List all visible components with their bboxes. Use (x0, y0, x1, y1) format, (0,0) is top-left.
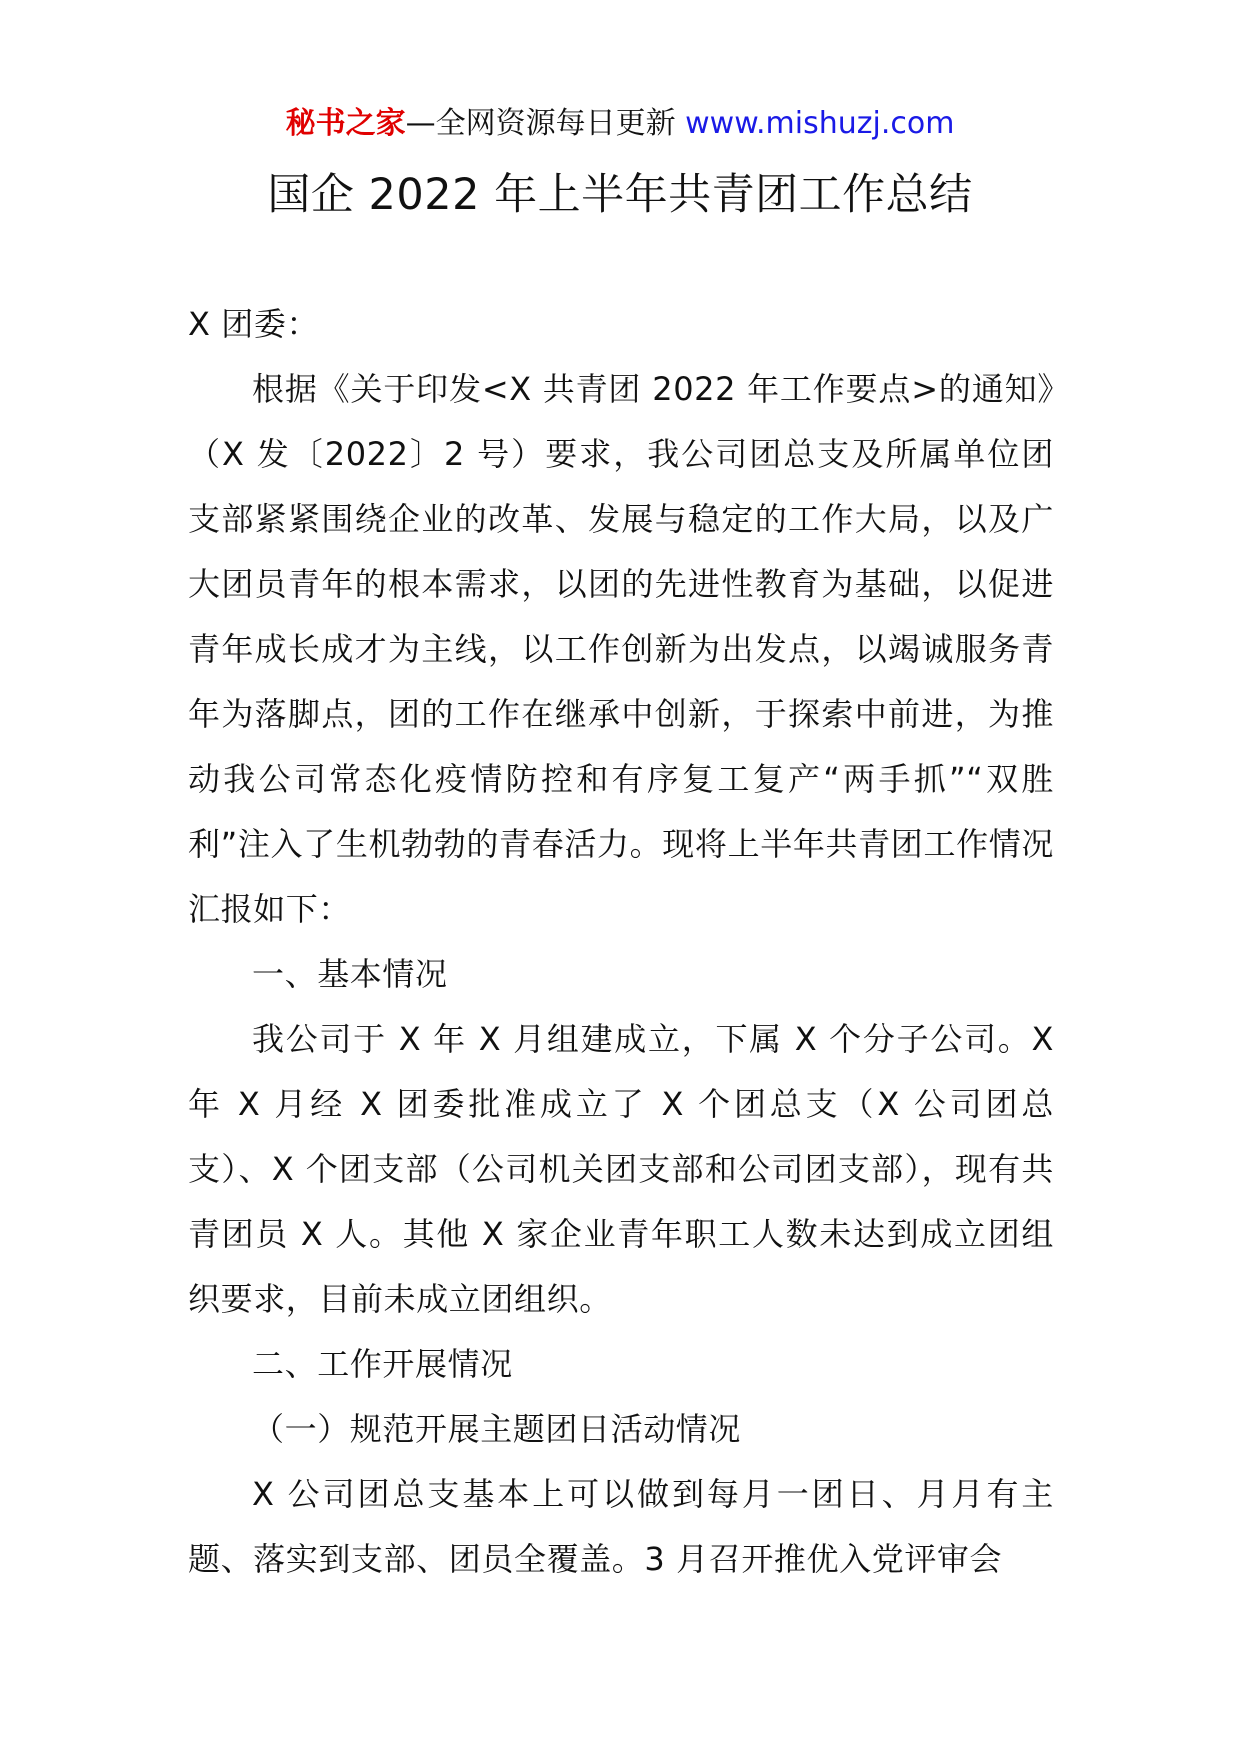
watermark-brand: 秘书之家 (285, 106, 406, 141)
watermark-url[interactable]: www.mishuzj.com (685, 106, 955, 141)
paragraph-intro: 根据《关于印发<X 共青团 2022 年工作要点>的通知》（X 发〔2022〕2 号）要求，我公司团总支及所属单位团支部紧紧围绕企业的改革、发展与稳定的工作大局，以及广大团员青年的根本需求，以团的先进性教育为基础，以促进青年成长成才为主线，以工作创新为出发点，以竭诚服务青年为落脚点，团的工作在继承中创新，于探索中前进，为推动我公司常态化疫情防控和有序复工复产“两手抓”“双胜利”注入了生机勃勃的青春活力。现将上半年共青团工作情况汇报如下： (188, 370, 1054, 928)
document-body (188, 292, 1054, 1592)
paragraph-theme-day: X 公司团总支基本上可以做到每月一团日、月月有主题、落实到支部、团员全覆盖。3 月召开推优入党评审会 (188, 1475, 1054, 1578)
watermark-slogan: —全网资源每日更新 (405, 106, 686, 141)
paragraph-basic-info: 我公司于 X 年 X 月组建成立，下属 X 个分子公司。X 年 X 月经 X 团委批准成立了 X 个团总支（X 公司团总支）、X 个团支部（公司机关团支部和公司团支部），现有共青团员 X 人。其他 X 家企业青年职工人数未达到成立团组织要求，目前未成立团组织。 (188, 1020, 1054, 1318)
subsection-heading-theme-day: （一）规范开展主题团日活动情况 (252, 1410, 742, 1448)
watermark-banner (0, 104, 1240, 144)
section-heading-basic: 一、基本情况 (252, 955, 448, 993)
document-title: 国企 2022 年上半年共青团工作总结 (267, 170, 973, 220)
salutation: X 团委： (188, 305, 320, 343)
section-heading-work: 二、工作开展情况 (252, 1345, 513, 1383)
